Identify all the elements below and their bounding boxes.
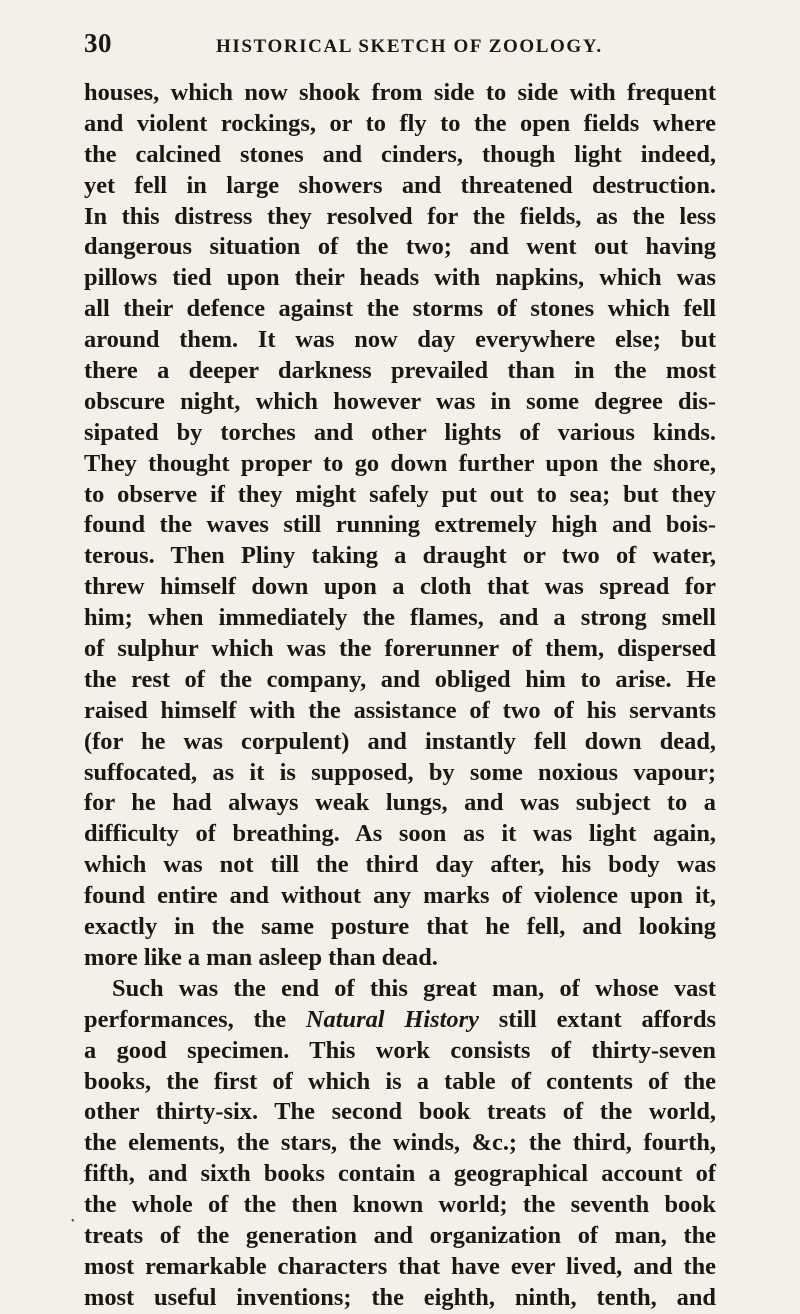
text-line: treats of the generation and organization of man, the [84,1221,716,1249]
text-line: yet fell in large showers and threatened destruction. [84,171,716,199]
text-fragment: performances, the [84,1005,306,1033]
text-line: to observe if they might safely put out to sea; but they [84,480,716,508]
page-number: 30 [84,28,112,58]
text-line: of sulphur which was the forerunner of them, dispersed [84,635,716,663]
text-line: raised himself with the assistance of two of his servants [84,696,716,724]
text-line: sipated by torches and other lights of various kinds. [84,418,716,446]
running-head: HISTORICAL SKETCH OF ZOOLOGY. [216,36,603,57]
text-line: the whole of the then known world; the seventh book [84,1191,716,1219]
text-line-paragraph-start: Such was the end of this great man, of whose vast [112,974,716,1002]
text-line: around them. It was now day everywhere else; but [84,326,716,354]
text-line: They thought proper to go down further upon the shore, [84,449,716,477]
body-text [84,78,716,1314]
text-line: other thirty-six. The second book treats of the world, [84,1098,716,1126]
text-line: dangerous situation of the two; and went out having [84,233,716,261]
text-line: In this distress they resolved for the fields, as the less [84,202,716,230]
text-line: for he had always weak lungs, and was subject to a [84,789,716,817]
margin-bullet-mark: • [71,1216,75,1227]
text-line: exactly in the same posture that he fell, and looking [84,913,716,941]
page-header [84,28,716,68]
text-line: suffocated, as it is supposed, by some noxious vapour; [84,758,716,786]
text-line: houses, which now shook from side to side with frequent [84,79,716,106]
text-line: books, the first of which is a table of contents of the [84,1067,716,1095]
book-title: Natural History [305,1005,479,1033]
text-line: terous. Then Pliny taking a draught or two of water, [84,542,716,570]
text-line-paragraph-end: more like a man asleep than dead. [84,943,438,971]
text-line [84,1005,716,1036]
text-line: difficulty of breathing. As soon as it was light again, [84,820,716,848]
text-fragment: still extant affords [478,1005,717,1033]
text-line: fifth, and sixth books contain a geographical account of [84,1160,716,1188]
text-line: which was not till the third day after, his body was [84,851,716,879]
text-line: found the waves still running extremely high and bois- [84,511,716,539]
text-line: all their defence against the storms of stones which fell [84,295,716,323]
text-line: (for he was corpulent) and instantly fell down dead, [84,727,716,755]
text-line: a good specimen. This work consists of thirty-seven [84,1036,716,1064]
text-line: pillows tied upon their heads with napkins, which was [84,264,716,292]
text-line: found entire and without any marks of violence upon it, [84,882,716,910]
text-line: him; when immediately the flames, and a strong smell [84,604,716,632]
text-line: the calcined stones and cinders, though light indeed, [84,140,716,168]
text-line: the rest of the company, and obliged him to arise. He [84,665,716,693]
text-line: threw himself down upon a cloth that was spread for [84,573,716,601]
text-line: and violent rockings, or to fly to the open fields where [84,109,716,137]
text-line: most remarkable characters that have ever lived, and the [84,1252,716,1280]
text-line: most useful inventions; the eighth, ninth, tenth, and [84,1283,716,1311]
text-line: there a deeper darkness prevailed than in the most [84,357,716,385]
text-line: the elements, the stars, the winds, &c.; the third, fourth, [84,1129,716,1157]
text-line: obscure night, which however was in some degree dis- [84,387,716,415]
